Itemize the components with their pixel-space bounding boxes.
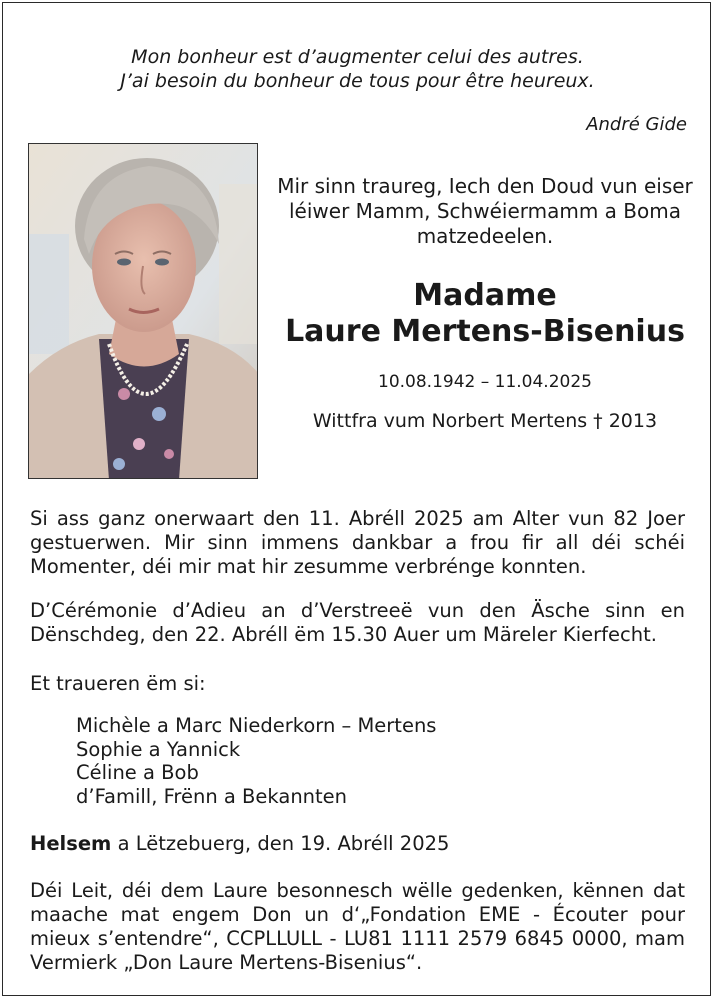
ceremony-paragraph: D’Cérémonie d’Adieu an d’Verstreeë vun den Äsche sinn en Dënschdeg, den 22. Abréll ëm 15.30 Auer um Märeler Kierfecht. bbox=[30, 599, 685, 646]
announcement-intro: Mir sinn traureg, Iech den Doud vun eiser léiwer Mamm, Schwéiermamm a Boma matzedeelen. bbox=[277, 174, 693, 248]
donation-paragraph: Déi Leit, déi dem Laure besonnesch wëlle gedenken, kënnen dat maache mat engem Don un d‘„Fondation EME - Écouter pour mieux s’entendre“, CCPLLULL - LU81 1111 2579 6845 0000, mam Vermierk „Don Laure Mertens-Bisenius“. bbox=[30, 879, 685, 974]
widow-of: Wittfra vum Norbert Mertens † 2013 bbox=[312, 410, 658, 432]
quote-line-1: Mon bonheur est d’augmenter celui des autres. bbox=[131, 46, 584, 68]
mourners-list bbox=[76, 714, 436, 808]
place-name: Helsem bbox=[30, 832, 112, 855]
portrait-photo bbox=[28, 143, 258, 479]
mourner-line: d’Famill, Frënn a Bekannten bbox=[76, 784, 348, 808]
quote-line-2: J’ai besoin du bonheur de tous pour être heureux. bbox=[120, 70, 595, 92]
quote-author: André Gide bbox=[586, 114, 687, 135]
deceased-name-block bbox=[270, 278, 700, 350]
deceased-name: Laure Mertens-Bisenius bbox=[285, 314, 685, 349]
epigraph-quote bbox=[30, 45, 685, 93]
mourner-line: Céline a Bob bbox=[76, 761, 199, 784]
passing-paragraph: Si ass ganz onerwaart den 11. Abréll 2025 am Alter vun 82 Joer gestuerwen. Mir sinn immens dankbar a frou fir all déi schéi Momenter, déi mir mat hir zesumme verbrénge konnten. bbox=[30, 507, 685, 578]
honorific-title: Madame bbox=[413, 278, 557, 313]
portrait-illustration bbox=[29, 144, 258, 479]
mourner-line: Michèle a Marc Niederkorn – Mertens bbox=[76, 714, 437, 737]
life-dates: 10.08.1942 – 11.04.2025 bbox=[378, 372, 592, 392]
mourner-line: Sophie a Yannick bbox=[76, 737, 241, 761]
place-date-line bbox=[30, 832, 449, 855]
place-date: a Lëtzebuerg, den 19. Abréll 2025 bbox=[111, 832, 450, 855]
mourners-intro: Et traueren ëm si: bbox=[30, 672, 206, 695]
